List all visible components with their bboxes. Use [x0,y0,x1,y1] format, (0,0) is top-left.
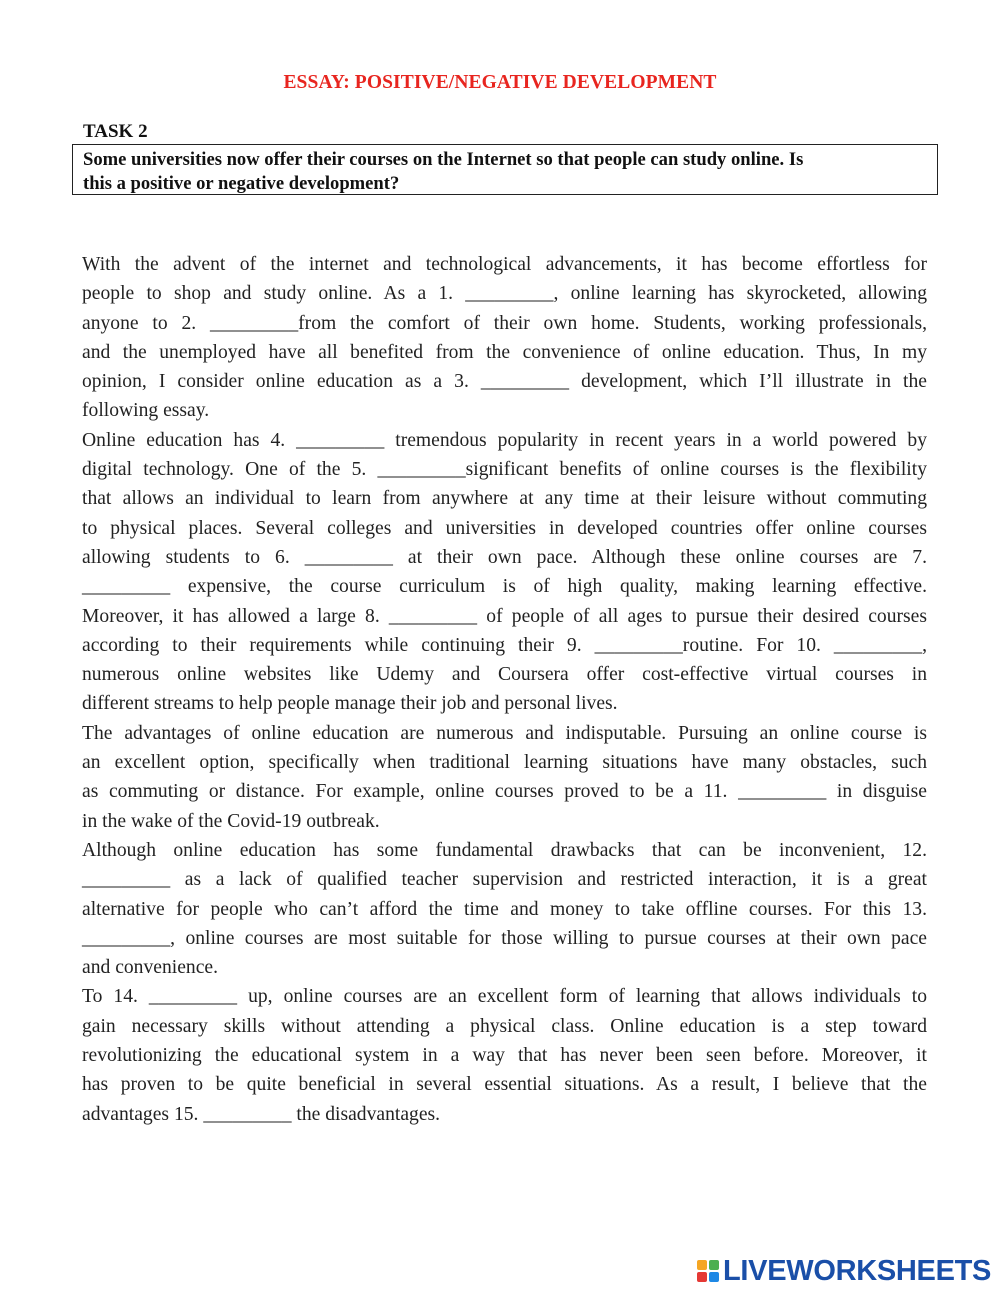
essay-line: according to their requirements while continuing their 9. _________routine. For 10. _________, [82,634,927,656]
logo-square [709,1272,719,1282]
essay-line: _________, online courses are most suitable for those willing to pursue courses at their own pace [82,927,927,949]
essay-line: different streams to help people manage their job and personal lives. [82,693,618,715]
essay-line: Although online education has some fundamental drawbacks that can be inconvenient, 12. [82,839,927,861]
logo-text: LIVEWORKSHEETS [723,1255,992,1287]
essay-line: alternative for people who can’t afford the time and money to take offline courses. For this 13. [82,898,927,920]
logo-squares-icon [697,1260,719,1282]
prompt-line: Some universities now offer their courses on the Internet so that people can study online. Is [83,149,804,170]
essay-body [82,250,927,1129]
essay-line: gain necessary skills without attending a physical class. Online education is a step toward [82,1015,927,1037]
essay-line: _________ expensive, the course curriculum is of high quality, making learning effective. [82,576,927,598]
essay-line: revolutionizing the educational system in a way that has never been seen before. Moreover, it [82,1045,927,1067]
essay-line: and convenience. [82,957,218,979]
essay-line: in the wake of the Covid-19 outbreak. [82,810,380,832]
prompt-line: this a positive or negative development? [83,173,400,194]
essay-line: and the unemployed have all benefited from the convenience of online education. Thus, In my [82,341,927,363]
essay-line: has proven to be quite beneficial in several essential situations. As a result, I believe that the [82,1074,927,1096]
essay-line: With the advent of the internet and technological advancements, it has become effortless for [82,254,927,275]
essay-line: Moreover, it has allowed a large 8. _________ of people of all ages to pursue their desired courses [82,605,927,627]
logo-square [697,1260,707,1270]
logo-square [709,1260,719,1270]
essay-line: anyone to 2. _________from the comfort of their own home. Students, working professionals, [82,312,927,334]
task-label: TASK 2 [83,121,148,142]
prompt-box [72,144,938,195]
essay-line: _________ as a lack of qualified teacher supervision and restricted interaction, it is a great [82,869,927,891]
essay-line: following essay. [82,400,210,422]
essay-line: numerous online websites like Udemy and Coursera offer cost-effective virtual courses in [82,664,927,686]
essay-title: ESSAY: POSITIVE/NEGATIVE DEVELOPMENT [283,72,717,93]
essay-line: an excellent option, specifically when traditional learning situations have many obstacles, such [82,752,927,774]
essay-line: as commuting or distance. For example, online courses proved to be a 11. _________ in disguise [82,781,927,803]
essay-line: that allows an individual to learn from anywhere at any time at their leisure without commuting [82,488,927,510]
logo-square [697,1272,707,1282]
essay-line: advantages 15. _________ the disadvantages. [82,1103,441,1125]
essay-line: people to shop and study online. As a 1. _________, online learning has skyrocketed, allowing [82,283,927,305]
essay-line: opinion, I consider online education as a 3. _________ development, which I’ll illustrate in the [82,371,927,393]
essay-line: The advantages of online education are numerous and indisputable. Pursuing an online course is [82,722,927,744]
liveworksheets-logo[interactable] [697,1254,997,1288]
essay-line: Online education has 4. _________ tremendous popularity in recent years in a world powered by [82,429,927,451]
essay-line: digital technology. One of the 5. _________significant benefits of online courses is the flexibility [82,459,927,481]
essay-line: To 14. _________ up, online courses are an excellent form of learning that allows individuals to [82,986,927,1008]
essay-line: to physical places. Several colleges and universities in developed countries offer online courses [82,517,927,539]
essay-line: allowing students to 6. _________ at their own pace. Although these online courses are 7. [82,546,927,568]
